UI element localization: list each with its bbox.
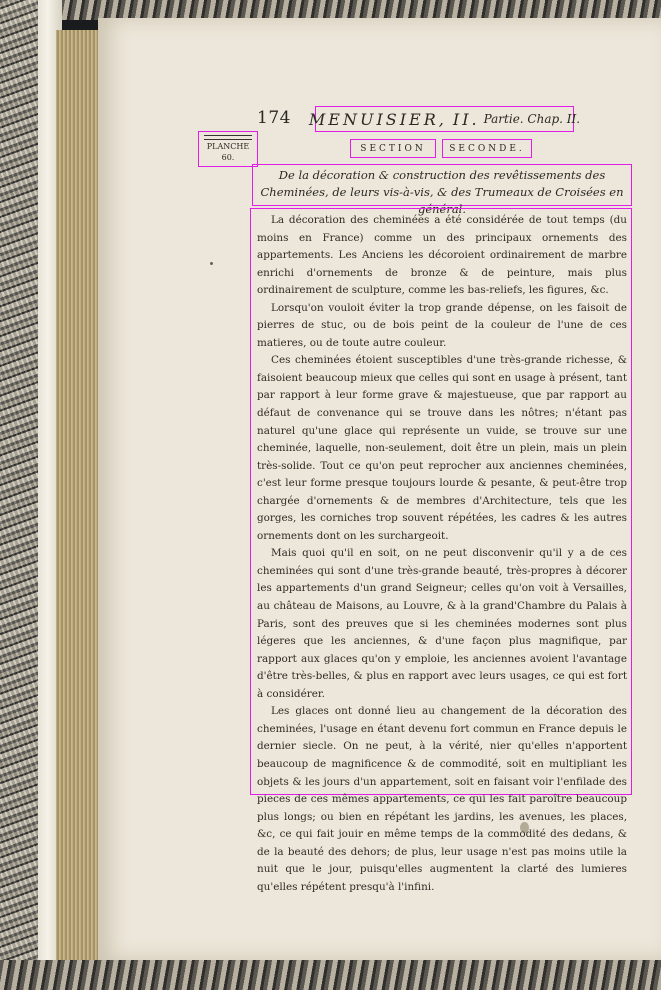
paragraph: Lorsqu'on vouloit éviter la trop grande dépense, on les faisoit de pierres de stuc, ou de bois peint de la couleur de l'une de ces matieres, ou de toute autre couleur. [257,301,627,349]
planche-label: PLANCHE [206,142,250,151]
running-head-title: MENUISIER, [308,109,447,129]
running-head-part: II. [452,109,480,129]
running-head [308,106,581,132]
paragraph: Ces cheminées étoient susceptibles d'une très-grande richesse, & faisoient beaucoup mieux que celles qui sont en usage à présent, tant par rapport à leur forme grave & majestueuse, que par rapport au défaut de convenance qui se trouve dans les nôtres; n'étant pas naturel qu'une glace qui représente un vuide, se trouve sur une cheminée, laquelle, non-seulement, doit être un plein, mais un plein très-solide. Tout ce qu'on peut reprocher aux anciennes cheminées, c'est leur forme presque toujours lourde & pesante, & peut-être trop chargée d'ornements & de membres d'Architecture, tels que les gorges, les corniches trop souvent répétées, les cadres & les autres ornements dont on les surchargeoit. [257,354,627,542]
marbled-endpaper [0,0,42,990]
planche-number: 60. [221,153,235,162]
paragraph: La décoration des cheminées a été considérée de tout temps (du moins en France) comme un des principaux ornements des appartements. Les Anciens les décoroient ordinairement de marbre enrichi d'ornements de bronze & de peinture, mais plus ordinairement de sculpture, comme les bas-reliefs, les figures, &c. [257,214,627,297]
planche-reference [198,131,258,167]
ink-speck [210,262,213,265]
section-heading-word1: SECTION [350,139,436,158]
planche-rule [204,135,252,140]
paragraph: Les glaces ont donné lieu au changement de la décoration des cheminées, l'usage en étant devenu fort commun en France depuis le dernier siecle. On ne peut, à la vérité, nier qu'elles n'apportent beaucoup de magnificence & de commodité, soit en multipliant les objets & les jours d'un appartement, soit en faisant voir l'enfilade des pieces de ces mêmes appartements, ce qui les fait paroître beaucoup plus longs; ou bien en répétant les jardins, les avenues, les places, &c, ce qui fait jouir en même temps de la commodité des dedans, & de la beauté des dehors; de plus, leur usage n'est pas moins utile la nuit que le jour, puisqu'elles augmentent la clarté des lumieres qu'elles répétent presqu'à l'infini. [257,705,627,893]
book-cover-top [0,0,661,20]
section-heading-word2: SECONDE. [442,139,532,158]
body-text [250,208,632,893]
book-cover-bottom [0,960,661,990]
page-edges [56,30,100,960]
running-head-chapter: Partie. Chap. II. [483,112,581,126]
paragraph: Mais quoi qu'il en soit, on ne peut disconvenir qu'il y a de ces cheminées qui sont d'une très-grande beauté, très-propres à décorer les appartements d'un grand Seigneur; celles qu'on voit à Versailles, au château de Maisons, au Louvre, & à la grand'Chambre du Palais à Paris, sont des preuves que si les cheminées modernes sont plus légeres que les anciennes, & d'une façon plus magnifique, par rapport aux glaces qu'on y emploie, les anciennes avoient l'avantage d'être très-belles, & plus en rapport avec leurs usages, ce qui est fort à considérer. [257,547,627,700]
section-subtitle: De la décoration & construction des revêtissements des Cheminées, de leurs vis-à-vis, & des Trumeaux de Croisées en général. [252,164,632,206]
page-number: 174 [257,108,291,128]
